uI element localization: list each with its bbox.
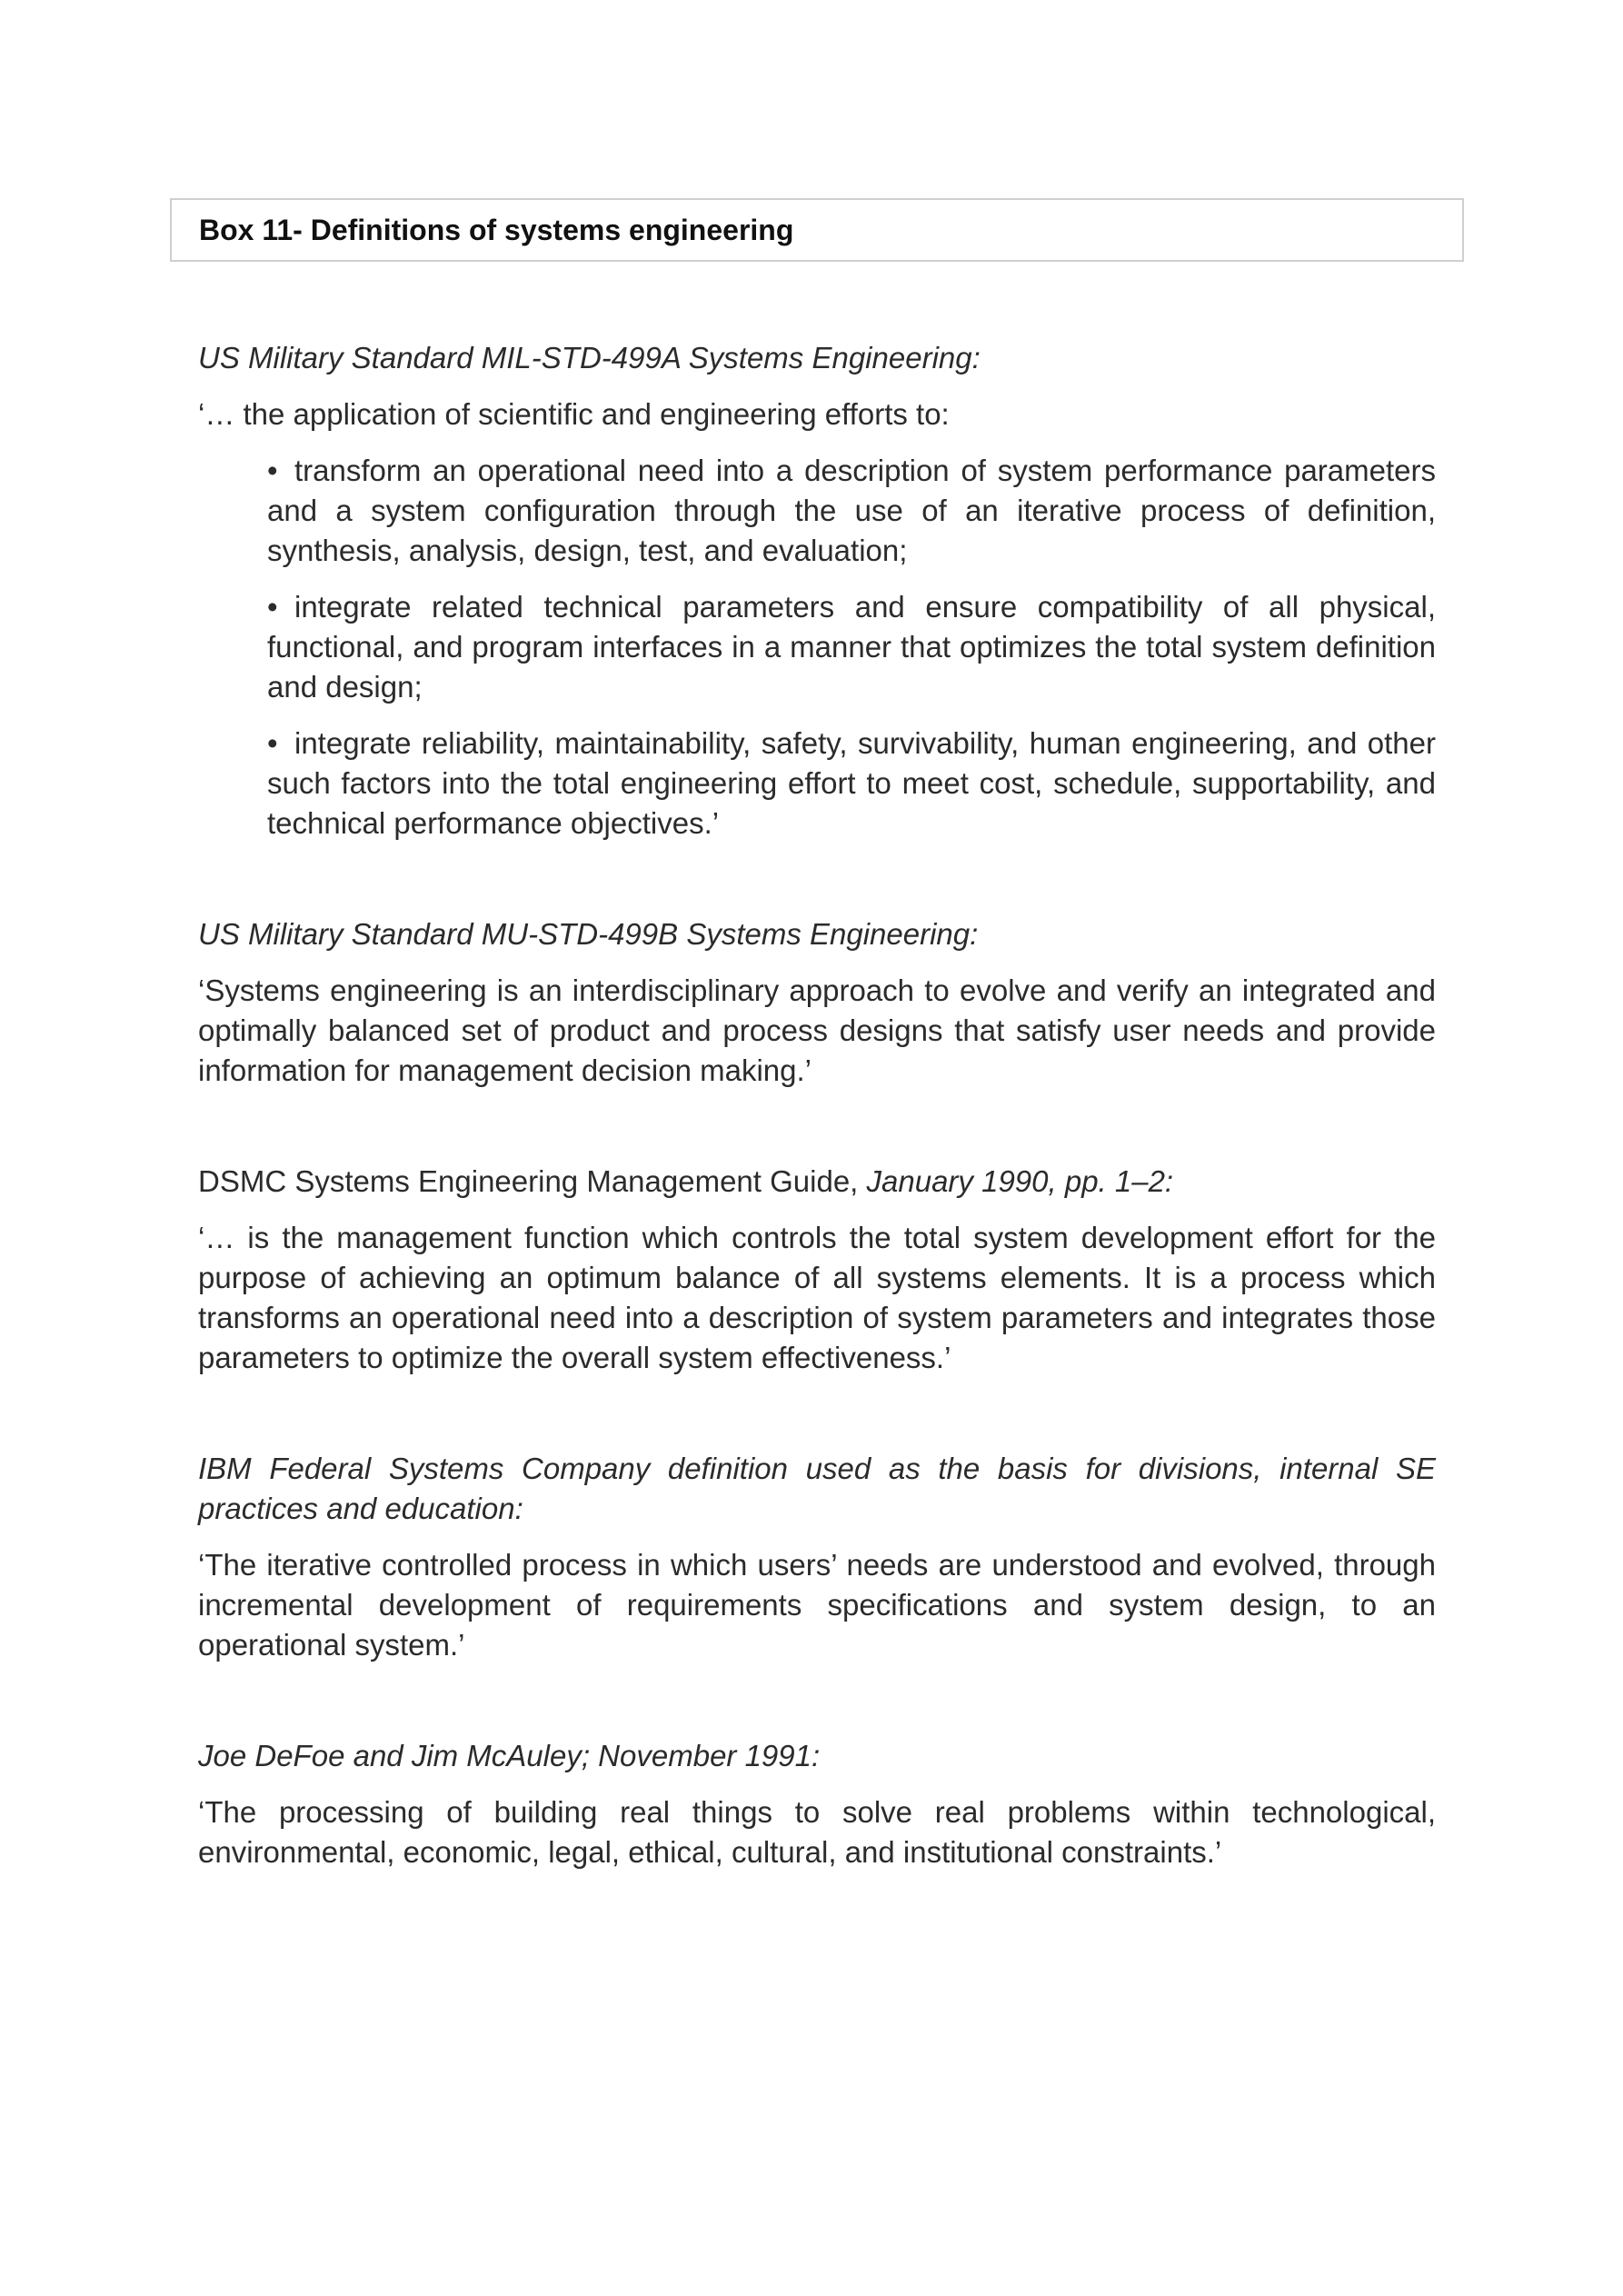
definition-source-date: January 1990, pp. 1–2: bbox=[866, 1164, 1174, 1198]
box-header bbox=[170, 198, 1464, 262]
definition-bullet bbox=[267, 587, 1436, 707]
definition-quote: ‘The iterative controlled process in which users’ needs are understood and evolved, through incremental development of requirements specifications and system design, to an operational system.’ bbox=[198, 1548, 1436, 1662]
definition-dsmc bbox=[198, 1162, 1436, 1378]
definition-source: IBM Federal Systems Company definition used as the basis for divisions, internal SE practices and education: bbox=[198, 1452, 1436, 1525]
definition-defoe-mcauley bbox=[198, 1736, 1436, 1872]
box-title: Box 11- Definitions of systems engineering bbox=[199, 213, 794, 246]
definition-ibm bbox=[198, 1449, 1436, 1665]
bullet-icon: • bbox=[267, 590, 278, 624]
definition-source: US Military Standard MU-STD-499B Systems Engineering: bbox=[198, 917, 979, 951]
definition-quote: ‘The processing of building real things to solve real problems within technological, environmental, economic, legal, ethical, cultural, and institutional constraints.’ bbox=[198, 1795, 1436, 1869]
definitions-content bbox=[198, 338, 1436, 1943]
definition-mil-std-499a bbox=[198, 338, 1436, 844]
definition-source bbox=[198, 1162, 1436, 1202]
definition-quote: ‘Systems engineering is an interdisciplinary approach to evolve and verify an integrated and optimally balanced set of product and process designs that satisfy user needs and provide information for management decision making.’ bbox=[198, 973, 1436, 1087]
bullet-text: transform an operational need into a description of system performance parameters and a system configuration through the use of an iterative process of definition, synthesis, analysis, design, test, and evaluation; bbox=[267, 454, 1436, 567]
definition-bullet bbox=[267, 451, 1436, 571]
definition-intro: ‘… the application of scientific and engineering efforts to: bbox=[198, 397, 950, 431]
definition-mu-std-499b bbox=[198, 914, 1436, 1091]
bullet-icon: • bbox=[267, 726, 278, 760]
bullet-text: integrate reliability, maintainability, safety, survivability, human engineering, and other such factors into the total engineering effort to meet cost, schedule, supportability, and technical performance objectives.’ bbox=[267, 726, 1436, 840]
bullet-text: integrate related technical parameters and ensure compatibility of all physical, functional, and program interfaces in a manner that optimizes the total system definition and design; bbox=[267, 590, 1436, 704]
definition-quote: ‘… is the management function which controls the total system development effort for the purpose of achieving an optimum balance of all systems elements. It is a process which transforms an operational need into a description of system parameters and integrates those parameters to optimize the overall system effectiveness.’ bbox=[198, 1221, 1436, 1374]
definition-source: US Military Standard MIL-STD-499A Systems Engineering: bbox=[198, 341, 981, 374]
definition-source: Joe DeFoe and Jim McAuley; November 1991: bbox=[198, 1739, 821, 1772]
definition-bullet bbox=[267, 724, 1436, 844]
definition-bullet-list bbox=[198, 451, 1436, 844]
bullet-icon: • bbox=[267, 454, 278, 487]
definition-source-plain: DSMC Systems Engineering Management Guide, bbox=[198, 1164, 859, 1198]
